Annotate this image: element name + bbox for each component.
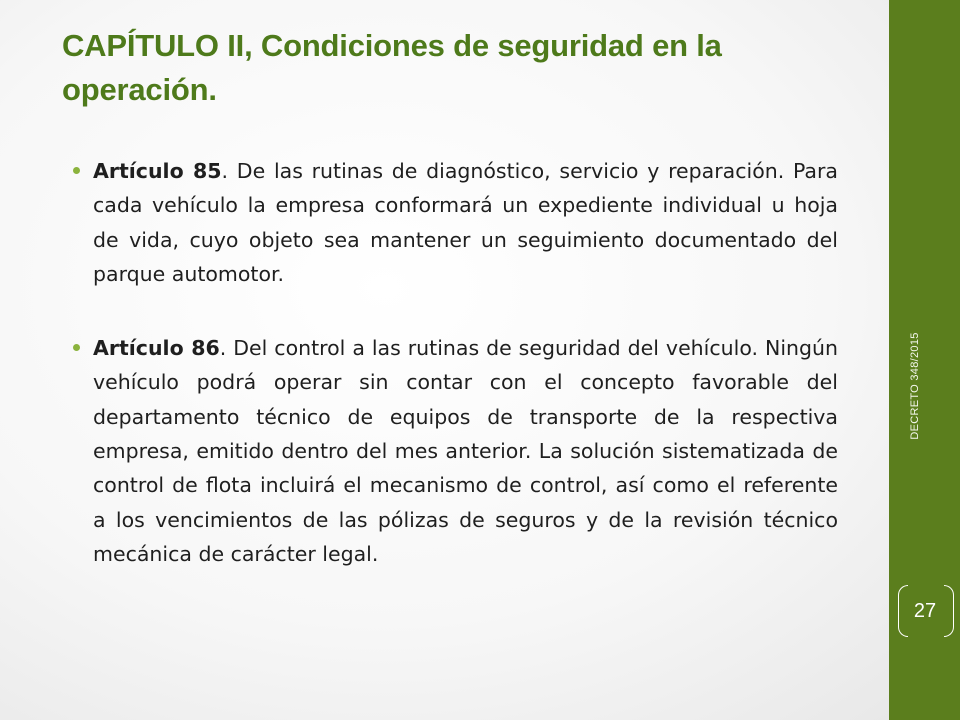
bullet-dot-icon (73, 344, 80, 351)
bullet-dot-icon (73, 167, 80, 174)
footer-decree-label: DECRETO 348/2015 (909, 332, 921, 440)
article-label: Artículo 86 (93, 336, 220, 361)
bullet-item-article-85 (93, 154, 838, 291)
slide-title: CAPÍTULO II, Condiciones de seguridad en la operación. (62, 28, 722, 107)
bullet-item-article-86 (93, 331, 838, 571)
content-body (93, 154, 838, 571)
page-number: 27 (913, 600, 937, 622)
article-text: . Del control a las rutinas de seguridad del vehículo. Ningún vehículo podrá operar sin contar con el concepto favorable del departamento técnico de equipos de transporte de la respectiva empresa, emitido dentro del mes anterior. La solución sistematizada de control de flota incluirá el mecanismo de control, así como el referente a los vencimientos de las pólizas de seguros y de la revisión técnico mecánica de carácter legal. (93, 336, 839, 566)
article-label: Artículo 85 (93, 159, 222, 183)
article-text: . De las rutinas de diagnóstico, servicio y reparación. Para cada vehículo la empresa conformará un expediente individual u hoja de vida, cuyo objeto sea mantener un seguimiento documentado del parque automotor. (93, 159, 838, 286)
